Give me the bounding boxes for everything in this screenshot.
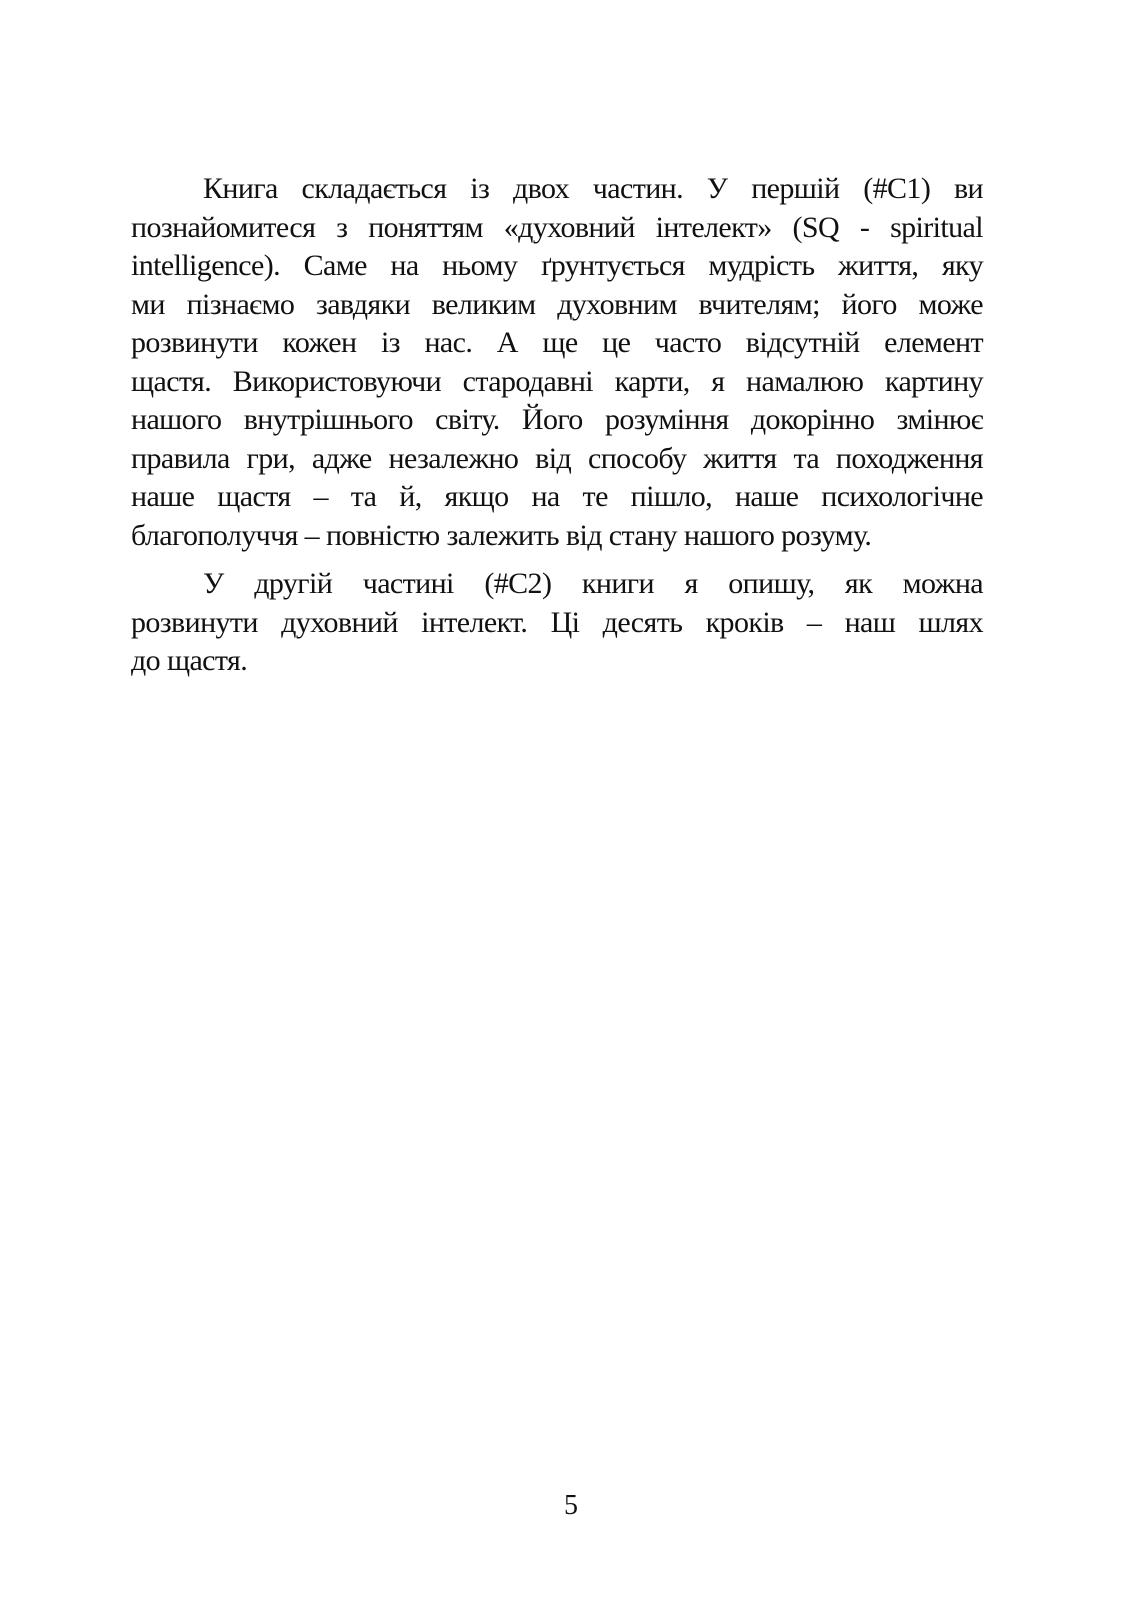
text-line: познайомитеся з поняттям «духовний інтелект» (SQ - spiritual (131, 210, 983, 244)
text-line: наше щастя – та й, якщо на те пішло, наше психологічне (131, 480, 983, 513)
paragraph-1 (131, 170, 983, 555)
text-line: розвинути духовний інтелект. Ці десять кроків – наш шлях (131, 605, 983, 639)
text-line: правила гри, адже незалежно від способу життя та походження (131, 441, 983, 475)
paragraph-2 (131, 565, 983, 681)
text-line: У другій частині (#C2) книги я опишу, як можна (203, 567, 983, 600)
text-line: intelligence). Саме на ньому ґрунтується мудрість життя, яку (131, 249, 983, 282)
text-line: Книга складається із двох частин. У першій (#C1) ви (203, 172, 983, 205)
text-line: щастя. Використовуючи стародавні карти, я намалюю картину (131, 364, 983, 398)
text-line: нашого внутрішнього світу. Його розуміння докорінно змінює (131, 403, 983, 436)
text-line: розвинути кожен із нас. А ще це часто відсутній елемент (131, 326, 983, 359)
text-line: благополуччя – повністю залежить від стану нашого розуму. (131, 518, 872, 552)
body-text (131, 170, 983, 681)
page-number: 5 (564, 1490, 578, 1521)
text-line: ми пізнаємо завдяки великим духовним вчителям; його може (131, 287, 983, 321)
text-line: до щастя. (131, 644, 248, 677)
